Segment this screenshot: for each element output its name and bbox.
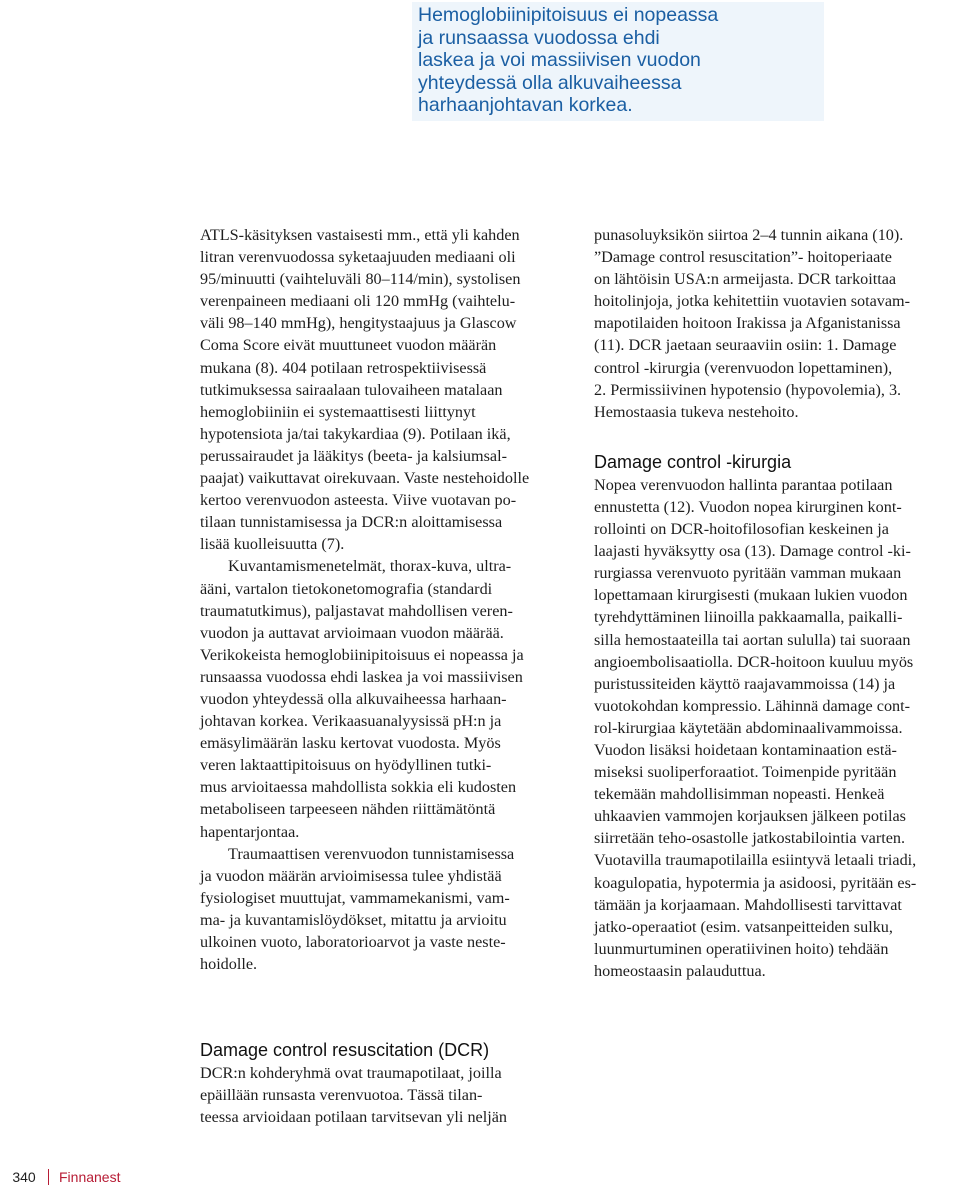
text-line: tilaan tunnistamisessa ja DCR:n aloittamisessa bbox=[200, 513, 503, 532]
text-line: tämään ja korjaamaan. Mahdollisesti tarvittavat bbox=[594, 895, 902, 914]
text-line: epäillään runsasta verenvuotoa. Tässä tilan- bbox=[200, 1086, 483, 1105]
text-line: perussairaudet ja lääkitys (beeta- ja kalsiumsal- bbox=[200, 446, 507, 465]
text-line: siirretään teho-osastolle jatkostabilointia varten. bbox=[594, 829, 906, 848]
text-line: väli 98–140 mmHg), hengitystaajuus ja Glascow bbox=[200, 314, 517, 333]
text-line: ATLS-käsityksen vastaisesti mm., että yli kahden bbox=[200, 226, 520, 244]
text-line: ulkoinen vuoto, laboratorioarvot ja vaste neste- bbox=[200, 933, 506, 951]
text-line: veren laktaattipitoisuus on hyödyllinen tutki- bbox=[200, 756, 492, 775]
pull-quote-line: Hemoglobiinipitoisuus ei nopeassa bbox=[418, 4, 719, 26]
text-line: ja vuodon määrän arvioimisessa tulee yhdistää bbox=[200, 866, 502, 885]
text-line: 2. Permissiivinen hypotensio (hypovolemia), 3. bbox=[594, 380, 902, 399]
text-line: ääni, vartalon tietokonetomografia (standardi bbox=[200, 579, 493, 598]
left-column-dcr-section bbox=[200, 1038, 572, 1128]
text-line: on lähtöisin USA:n armeijasta. DCR tarkoittaa bbox=[594, 270, 897, 289]
section-heading-surgery: Damage control -kirurgia bbox=[594, 451, 792, 472]
text-line: puristussiteiden käyttö raajavammoissa (14) ja bbox=[594, 674, 896, 693]
text-line: (11). DCR jaetaan seuraaviin osiin: 1. Damage bbox=[594, 336, 897, 355]
text-line: luunmurtuminen operatiivinen hoito) tehdään bbox=[594, 939, 889, 958]
text-line: litran verenvuodossa syketaajuuden mediaani oli bbox=[200, 248, 516, 267]
text-line: lopettamaan kirurgisesti (mukaan lukien vuodon bbox=[594, 586, 908, 605]
pull-quote-line: ja runsaassa vuodossa ehdi bbox=[418, 26, 660, 49]
left-paragraph-4 bbox=[200, 1062, 572, 1128]
text-line: runsaassa vuodossa ehdi laskea ja voi massiivisen bbox=[200, 667, 523, 686]
text-line: johtavan korkea. Verikaasuanalyysissä pH:n ja bbox=[200, 712, 502, 731]
text-line: ennustetta (12). Vuodon nopea kirurginen kont- bbox=[594, 497, 902, 516]
text-line: control -kirurgia (verenvuodon lopettaminen), bbox=[594, 358, 893, 377]
text-line: hypotensiota ja/tai takykardiaa (9). Potilaan ikä, bbox=[200, 424, 511, 443]
page-number: 340 bbox=[0, 1169, 49, 1185]
text-line: teessa arvioidaan potilaan tarvitsevan yli neljän bbox=[200, 1108, 508, 1127]
text-line: tutkimuksessa sairaalaan tulovaiheen matalaan bbox=[200, 380, 503, 399]
pull-quote-line: harhaanjohtavan korkea. bbox=[418, 94, 633, 116]
text-line: fysiologiset muuttujat, vammamekanismi, vam- bbox=[200, 888, 510, 907]
text-line: Vuotavilla traumapotilailla esiintyvä letaali triadi, bbox=[594, 851, 917, 870]
pull-quote bbox=[412, 2, 824, 121]
text-line: mapotilaiden hoitoon Irakissa ja Afganistanissa bbox=[594, 314, 901, 333]
text-line: rurgiassa verenvuoto pyritään vamman mukaan bbox=[594, 564, 902, 583]
text-line: tyrehdyttäminen liinoilla pakkaamalla, paikalli- bbox=[594, 608, 903, 627]
left-column bbox=[200, 224, 572, 975]
text-line: hoitolinjoja, jotka kehitettiin vuotavien sotavam- bbox=[594, 292, 911, 311]
text-line: Hemostaasia tukeva nestehoito. bbox=[594, 402, 799, 421]
left-paragraph-1 bbox=[200, 224, 572, 555]
text-line: ”Damage control resuscitation”- hoitoperiaate bbox=[594, 248, 892, 267]
left-paragraph-3 bbox=[200, 843, 572, 976]
pull-quote-line: yhteydessä olla alkuvaiheessa bbox=[418, 71, 682, 94]
right-paragraph-1 bbox=[594, 224, 960, 423]
journal-name: Finnanest bbox=[59, 1169, 121, 1185]
text-line: emäsylimäärän lasku kertovat vuodosta. Myös bbox=[200, 734, 501, 753]
text-line: jatko-operaatiot (esim. vatsanpeitteiden sulku, bbox=[594, 917, 893, 936]
text-line: ma- ja kuvantamislöydökset, mitattu ja arvioitu bbox=[200, 910, 507, 929]
left-paragraph-2 bbox=[200, 555, 572, 842]
text-line: koagulopatia, hypotermia ja asidoosi, pyritään es- bbox=[594, 873, 917, 892]
text-line: Coma Score eivät muuttuneet vuodon määrän bbox=[200, 336, 497, 355]
text-line: mus arvioitaessa mahdollista sokkia eli kudosten bbox=[200, 778, 517, 797]
text-line: angioembolisaatiolla. DCR-hoitoon kuuluu myös bbox=[594, 652, 914, 671]
text-line: verenpaineen mediaani oli 120 mmHg (vaihtelu- bbox=[200, 292, 516, 311]
text-line: punasoluyksikön siirtoa 2–4 tunnin aikana (10). bbox=[594, 226, 904, 244]
text-line: Kuvantamismenetelmät, thorax-kuva, ultra- bbox=[228, 557, 512, 576]
text-line: tekemään mahdollisimman nopeasti. Henkeä bbox=[594, 785, 885, 804]
text-line: uhkaavien vammojen korjauksen jälkeen potilas bbox=[594, 807, 906, 826]
text-line: miseksi suoliperforaatiot. Toimenpide pyritään bbox=[594, 763, 897, 782]
text-line: lisää kuolleisuutta (7). bbox=[200, 535, 345, 554]
text-line: vuodon yhteydessä olla alkuvaiheessa harhaan- bbox=[200, 689, 507, 708]
text-line: metaboliseen tarpeeseen nähden riittämätöntä bbox=[200, 800, 496, 819]
text-line: Vuodon lisäksi hoidetaan kontaminaation estä- bbox=[594, 740, 897, 759]
text-line: laajasti hyväksytty osa (13). Damage control -ki- bbox=[594, 542, 911, 561]
text-line: Nopea verenvuodon hallinta parantaa potilaan bbox=[594, 475, 893, 494]
text-line: mukana (8). 404 potilaan retrospektiivisessä bbox=[200, 358, 487, 377]
text-line: traumatutkimus), paljastavat mahdollisen veren- bbox=[200, 601, 513, 620]
text-line: kertoo verenvuodon asteesta. Viive vuotavan po- bbox=[200, 491, 517, 510]
pull-quote-line: laskea ja voi massiivisen vuodon bbox=[418, 49, 701, 71]
text-line: silla hemostaateilla tai aortan sululla) tai suoraan bbox=[594, 630, 911, 649]
text-line: vuodon ja auttavat arvioimaan vuodon määrää. bbox=[200, 623, 504, 642]
text-line: vuotokohdan kompressio. Lähinnä damage cont- bbox=[594, 696, 911, 715]
text-line: rol-kirurgiaa käytetään abdominaalivammoissa. bbox=[594, 718, 903, 737]
text-line: homeostaasin palauduttua. bbox=[594, 961, 766, 980]
page-footer bbox=[0, 1166, 120, 1188]
text-line: 95/minuutti (vaihteluväli 80–114/min), systolisen bbox=[200, 270, 521, 289]
text-line: Traumaattisen verenvuodon tunnistamisessa bbox=[228, 844, 515, 863]
text-line: paajat) vaikuttavat oirekuvaan. Vaste nestehoidolle bbox=[200, 469, 530, 488]
text-line: hapentarjontaa. bbox=[200, 822, 300, 841]
right-column bbox=[594, 224, 960, 982]
text-line: DCR:n kohderyhmä ovat traumapotilaat, joilla bbox=[200, 1064, 502, 1082]
text-line: Verikokeista hemoglobiinipitoisuus ei nopeassa ja bbox=[200, 645, 524, 664]
section-heading-dcr: Damage control resuscitation (DCR) bbox=[200, 1040, 490, 1060]
text-line: hoidolle. bbox=[200, 955, 258, 974]
text-line: rollointi on DCR-hoitofilosofian keskeinen ja bbox=[594, 520, 889, 539]
text-line: hemoglobiiniin ei systemaattisesti liittynyt bbox=[200, 402, 476, 421]
right-paragraph-2 bbox=[594, 474, 960, 982]
